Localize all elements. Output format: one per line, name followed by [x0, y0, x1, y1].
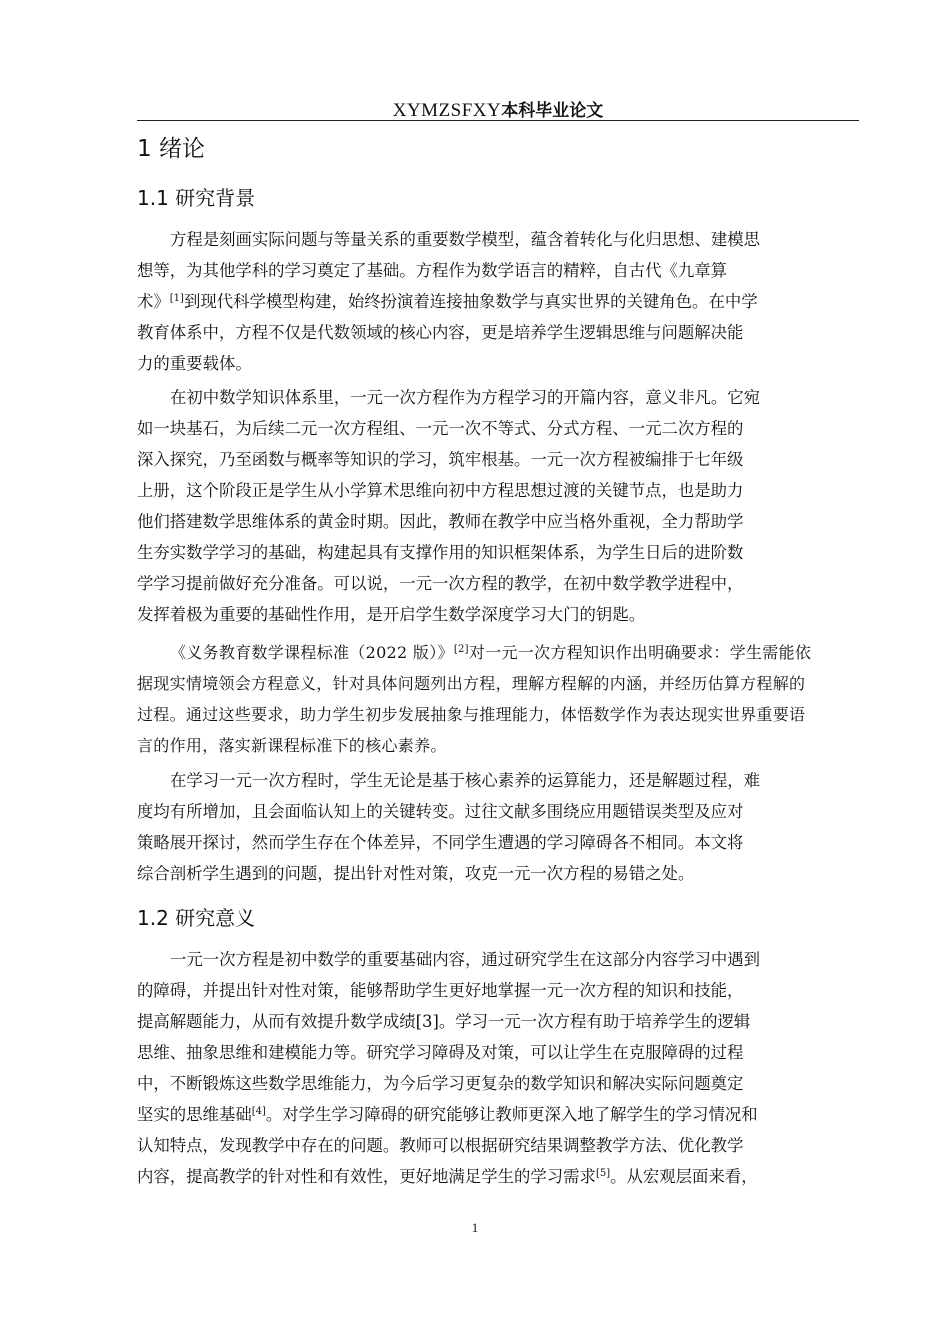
text-line: 上册，这个阶段正是学生从小学算术思维向初中方程思想过渡的关键节点，也是助力: [137, 481, 744, 500]
text-line: 力的重要载体。: [137, 354, 252, 373]
text-line: 过程。通过这些要求，助力学生初步发展抽象与推理能力，体悟数学作为表达现实世界重要语: [137, 705, 806, 724]
page-number: 1: [471, 1220, 479, 1235]
citation-5: [5]: [595, 1168, 611, 1179]
text-line: 提高解题能力，从而有效提升数学成绩[3]。学习一元一次方程有助于培养学生的逻辑: [137, 1012, 751, 1031]
text-run: 到现代科学模型构建，始终扮演着连接抽象数学与真实世界的关键角色。在中学: [183, 292, 758, 311]
citation-4: [4]: [251, 1106, 266, 1117]
text-line: 方程是刻画实际问题与等量关系的重要数学模型，蕴含着转化与化归思想、建模思: [170, 230, 761, 249]
header-latin: XYMZSFXY: [392, 100, 502, 121]
text-line: 在初中数学知识体系里，一元一次方程作为方程学习的开篇内容，意义非凡。它宛: [170, 388, 761, 407]
text-line: 想等，为其他学科的学习奠定了基础。方程作为数学语言的精粹，自古代《九章算: [137, 261, 728, 280]
section-title-1-2: 1.2 研究意义: [137, 906, 256, 930]
text-line: [137, 637, 811, 668]
text-run: 。从宏观层面来看，: [610, 1167, 758, 1186]
text-line: [137, 1161, 760, 1192]
text-line: 在学习一元一次方程时，学生无论是基于核心素养的运算能力，还是解题过程，难: [170, 771, 761, 790]
text-line: 综合剖析学生遇到的问题，提出针对性对策，攻克一元一次方程的易错之处。: [137, 864, 695, 883]
running-header: [137, 96, 859, 121]
text-line: 一元一次方程是初中数学的重要基础内容，通过研究学生在这部分内容学习中遇到: [170, 950, 761, 969]
text-line: 策略展开探讨，然而学生存在个体差异，不同学生遭遇的学习障碍各不相同。本文将: [137, 833, 744, 852]
text-run: 内容，提高教学的针对性和有效性，更好地满足学生的学习需求: [137, 1167, 596, 1186]
paragraph-1-1-2: [137, 382, 760, 630]
text-line: 言的作用，落实新课程标准下的核心素养。: [137, 736, 447, 755]
paragraph-1-1-3: [137, 637, 811, 761]
text-line: 深入探究，乃至函数与概率等知识的学习，筑牢根基。一元一次方程被编排于七年级: [137, 450, 744, 469]
text-line: 教育体系中，方程不仅是代数领域的核心内容，更是培养学生逻辑思维与问题解决能: [137, 323, 744, 342]
paragraph-1-1-1: [137, 224, 760, 379]
header-title: 本科毕业论文: [501, 101, 604, 121]
text-run: 。对学生学习障碍的研究能够让教师更深入地了解学生的学习情况和: [265, 1105, 758, 1124]
text-line: 学学习提前做好充分准备。可以说，一元一次方程的教学，在初中数学教学进程中，: [137, 574, 744, 593]
text-line: 思维、抽象思维和建模能力等。研究学习障碍及对策，可以让学生在克服障碍的过程: [137, 1043, 744, 1062]
text-run: 坚实的思维基础: [137, 1105, 252, 1124]
text-line: [137, 1099, 760, 1130]
citation-1: [1]: [169, 293, 184, 304]
text-run: 《义务教育数学课程标准（2022 版）》: [170, 643, 454, 662]
text-line: 他们搭建数学思维体系的黄金时期。因此，教师在教学中应当格外重视，全力帮助学: [137, 512, 744, 531]
paragraph-1-1-4: [137, 765, 760, 889]
text-run: 对一元一次方程知识作出明确要求：学生需能依: [468, 643, 812, 662]
section-title-1-1: 1.1 研究背景: [137, 186, 256, 210]
text-line: 度均有所增加，且会面临认知上的关键转变。过往文献多围绕应用题错误类型及应对: [137, 802, 744, 821]
text-run: 术》: [137, 292, 170, 311]
text-line: 发挥着极为重要的基础性作用，是开启学生数学深度学习大门的钥匙。: [137, 605, 646, 624]
text-line: 生夯实数学学习的基础，构建起具有支撑作用的知识框架体系，为学生日后的进阶数: [137, 543, 744, 562]
paragraph-1-2-1: [137, 944, 760, 1192]
text-line: 如一块基石，为后续二元一次方程组、一元一次不等式、分式方程、一元二次方程的: [137, 419, 744, 438]
text-line: 中，不断锻炼这些数学思维能力，为今后学习更复杂的数学知识和解决实际问题奠定: [137, 1074, 744, 1093]
text-line: 认知特点，发现教学中存在的问题。教师可以根据研究结果调整教学方法、优化教学: [137, 1136, 744, 1155]
text-line: 据现实情境领会方程意义，针对具体问题列出方程，理解方程解的内涵，并经历估算方程解的: [137, 674, 806, 693]
text-line: [137, 286, 760, 317]
text-line: 的障碍，并提出针对性对策，能够帮助学生更好地掌握一元一次方程的知识和技能，: [137, 981, 744, 1000]
chapter-title: 1 绪论: [137, 136, 205, 162]
citation-2: [2]: [453, 644, 469, 655]
